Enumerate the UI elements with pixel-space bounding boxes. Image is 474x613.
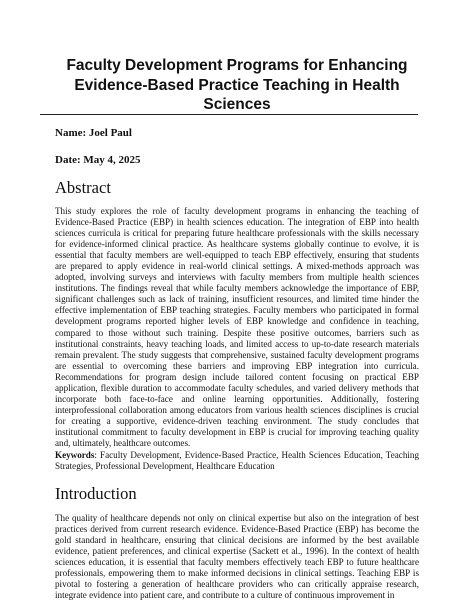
keywords-label: Keywords <box>55 450 95 460</box>
abstract-heading: Abstract <box>55 178 111 197</box>
introduction-paragraph: The quality of healthcare depends not only on clinical expertise but also on the integration of best practices derived from current research evidence. Evidence-Based Practice (EBP) has become the gold standard in healthcare, ensuring that clinical decisions are informed by the best available evidence, patient preferences, and clinical expertise (Sackett et al., 1996). In the context of health sciences education, it is essential that faculty members effectively teach EBP to future healthcare professionals, empowering them to make informed decisions in clinical settings. Teaching EBP is pivotal to fostering a generation of healthcare providers who can critically appraise research, integrate evidence into patient care, and contribute to a culture of continuous improvement in <box>55 513 419 601</box>
date-line: Date: May 4, 2025 <box>55 154 141 166</box>
title-underline <box>40 114 418 115</box>
abstract-paragraph: This study explores the role of faculty development programs in enhancing the teaching of Evidence-Based Practice (EBP) in health sciences education. The integration of EBP into health sciences curricula is critical for preparing future healthcare professionals with the skills necessary for evidence-informed clinical practice. As healthcare systems globally continue to evolve, it is essential that faculty members are well-equipped to teach EBP effectively, ensuring that students are prepared to apply evidence in real-world clinical settings. A mixed-methods approach was adopted, involving surveys and interviews with faculty members from multiple health sciences institutions. The findings reveal that while faculty members acknowledge the importance of EBP, significant challenges such as lack of training, insufficient resources, and limited time hinder the effective implementation of EBP teaching strategies. Faculty members who participated in formal development programs reported higher levels of EBP knowledge and confidence in teaching, compared to those without such training. Despite these positive outcomes, barriers such as institutional constraints, heavy teaching loads, and limited access to up-to-date research materials remain prevalent. The study suggests that comprehensive, sustained faculty development programs are essential to overcoming these barriers and improving EBP integration into curricula. Recommendations for program design include tailored content focusing on practical EBP application, flexible duration to accommodate faculty schedules, and varied delivery methods that incorporate both face-to-face and online learning opportunities. Additionally, fostering interprofessional collaboration among educators from various health sciences disciplines is crucial for creating a supportive, evidence-driven teaching environment. The study concludes that institutional commitment to faculty development in EBP is crucial for improving teaching quality and, ultimately, healthcare outcomes. <box>55 206 419 448</box>
introduction-heading: Introduction <box>55 484 137 503</box>
keywords-text: : Faculty Development, Evidence-Based Practice, Health Sciences Education, Teaching Strategies, Professional Development, Healthcare Education <box>55 450 419 472</box>
author-line: Name: Joel Paul <box>55 127 132 139</box>
paper-title: Faculty Development Programs for Enhancing Evidence-Based Practice Teaching in Health Sciences <box>66 57 408 113</box>
keywords-paragraph <box>55 450 419 472</box>
